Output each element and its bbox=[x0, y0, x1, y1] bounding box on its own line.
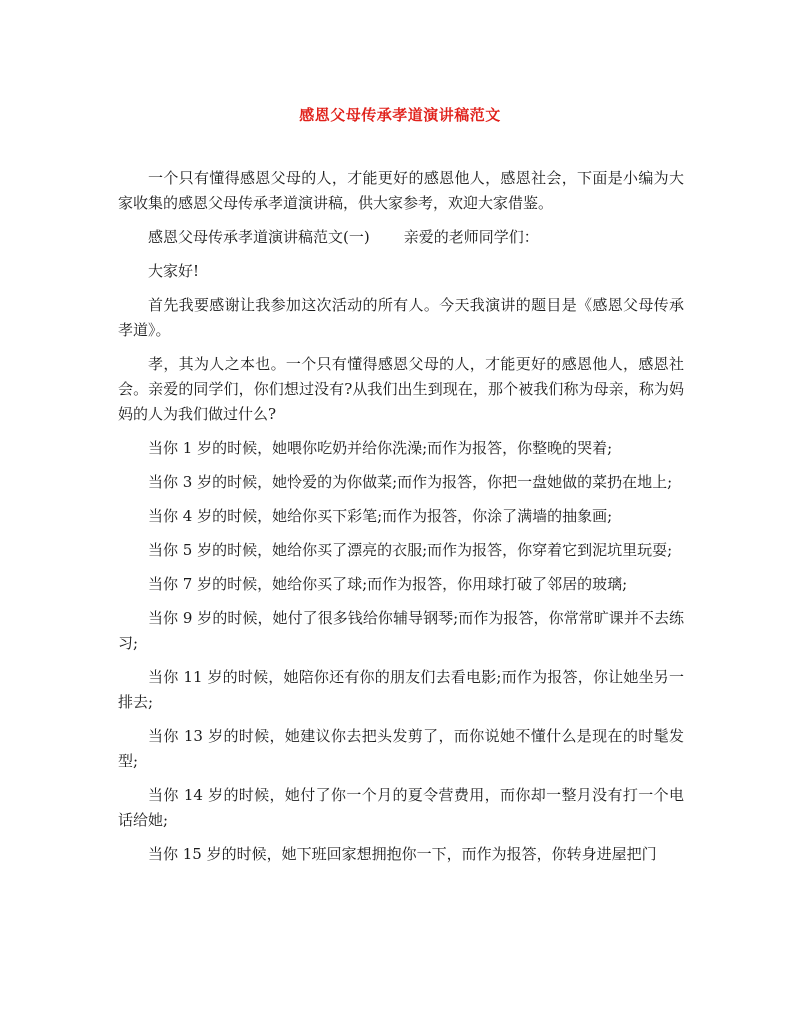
body-paragraph: 当你 13 岁的时候，她建议你去把头发剪了，而你说她不懂什么是现在的时髦发型; bbox=[118, 727, 684, 770]
body-paragraph: 当你 7 岁的时候，她给你买了球;而作为报答，你用球打破了邻居的玻璃; bbox=[148, 575, 628, 593]
body-paragraph: 当你 15 岁的时候，她下班回家想拥抱你一下，而作为报答，你转身进屋把门 bbox=[148, 845, 657, 863]
body-paragraph: 当你 5 岁的时候，她给你买了漂亮的衣服;而作为报答，你穿着它到泥坑里玩耍; bbox=[148, 541, 673, 559]
body-paragraph: 当你 9 岁的时候，她付了很多钱给你辅导钢琴;而作为报答，你常常旷课并不去练习; bbox=[118, 609, 684, 652]
body-paragraph: 首先我要感谢让我参加这次活动的所有人。今天我演讲的题目是《感恩父母传承孝道》。 bbox=[118, 296, 684, 339]
section-heading-line bbox=[118, 225, 684, 250]
document-body bbox=[118, 166, 684, 876]
body-paragraph: 当你 11 岁的时候，她陪你还有你的朋友们去看电影;而作为报答，你让她坐另一排去; bbox=[118, 668, 684, 711]
greeting: 大家好! bbox=[148, 262, 200, 280]
body-paragraph: 当你 14 岁的时候，她付了你一个月的夏令营费用，而你却一整月没有打一个电话给她; bbox=[118, 786, 684, 829]
body-paragraph: 当你 4 岁的时候，她给你买下彩笔;而作为报答，你涂了满墙的抽象画; bbox=[148, 507, 613, 525]
body-paragraph: 当你 1 岁的时候，她喂你吃奶并给你洗澡;而作为报答，你整晚的哭着; bbox=[148, 439, 613, 457]
salutation: 亲爱的老师同学们： bbox=[403, 228, 539, 246]
document-title: 感恩父母传承孝道演讲稿范文 bbox=[299, 106, 501, 124]
body-paragraph: 当你 3 岁的时候，她怜爱的为你做菜;而作为报答，你把一盘她做的菜扔在地上; bbox=[148, 473, 673, 491]
intro-paragraph: 一个只有懂得感恩父母的人，才能更好的感恩他人，感恩社会，下面是小编为大家收集的感恩父母传承孝道演讲稿，供大家参考，欢迎大家借鉴。 bbox=[118, 169, 684, 212]
body-paragraph: 孝，其为人之本也。一个只有懂得感恩父母的人，才能更好的感恩他人，感恩社会。亲爱的同学们，你们想过没有?从我们出生到现在，那个被我们称为母亲，称为妈妈的人为我们做过什么? bbox=[118, 355, 684, 423]
section-heading: 感恩父母传承孝道演讲稿范文(一) bbox=[148, 228, 370, 246]
